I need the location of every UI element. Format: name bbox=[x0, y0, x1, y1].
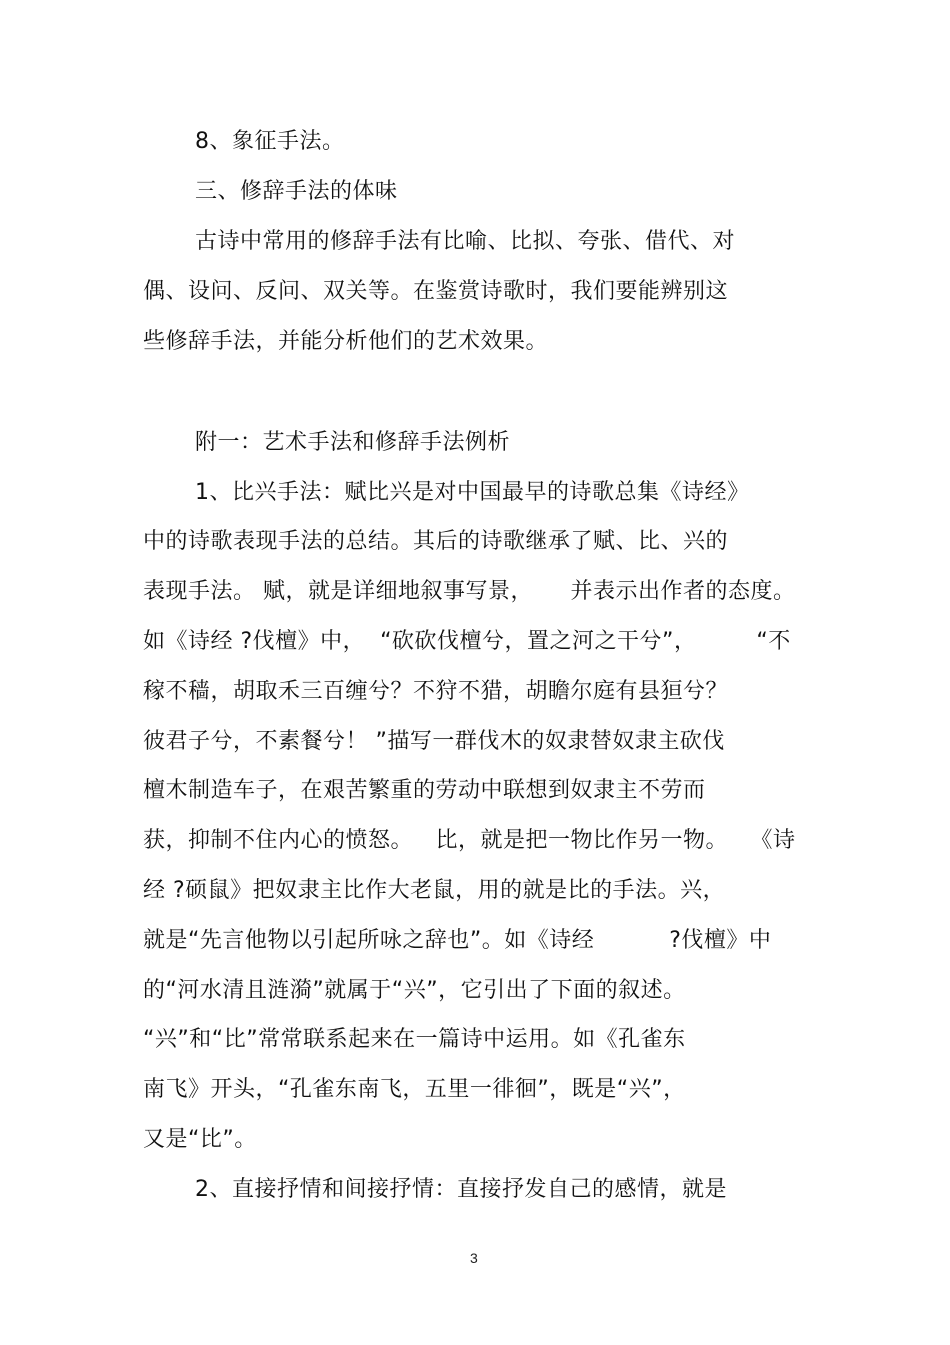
text-line: 檀木制造车子，在艰苦繁重的劳动中联想到奴隶主不劳而 bbox=[143, 778, 706, 803]
text-line: “兴”和“比”常常联系起来在一篇诗中运用。如《孔雀东 bbox=[143, 1027, 686, 1052]
text-line: 的“河水清且涟漪”就属于“兴”，它引出了下面的叙述。 bbox=[143, 978, 686, 1003]
text-line: 获，抑制不住内心的愤怒。 比，就是把一物比作另一物。 《诗 bbox=[143, 828, 796, 853]
text-line: 中的诗歌表现手法的总结。其后的诗歌继承了赋、比、兴的 bbox=[143, 529, 729, 554]
text-line: 8、象征手法。 bbox=[195, 129, 345, 154]
text-line: 些修辞手法，并能分析他们的艺术效果。 bbox=[143, 329, 549, 354]
text-line: 2、直接抒情和间接抒情：直接抒发自己的感情，就是 bbox=[195, 1177, 727, 1202]
text-line: 又是“比”。 bbox=[143, 1127, 257, 1152]
text-line: 彼君子兮，不素餐兮！ ”描写一群伐木的奴隶替奴隶主砍伐 bbox=[143, 729, 725, 754]
appendix-heading: 附一：艺术手法和修辞手法例析 bbox=[195, 430, 511, 455]
text-line: 偶、设问、反问、双关等。在鉴赏诗歌时，我们要能辨别这 bbox=[143, 279, 729, 304]
text-line: 表现手法。 赋，就是详细地叙事写景， 并表示出作者的态度。 bbox=[143, 579, 796, 604]
text-line: 如《诗经 ?伐檀》中， “砍砍伐檀兮，置之河之干兮”， “不 bbox=[143, 629, 791, 654]
page-number: 3 bbox=[470, 1250, 478, 1266]
text-line: 1、比兴手法：赋比兴是对中国最早的诗歌总集《诗经》 bbox=[195, 480, 750, 505]
text-line: 稼不穑，胡取禾三百缠兮？不狩不猎，胡瞻尔庭有县狟兮？ bbox=[143, 679, 729, 704]
text-line: 古诗中常用的修辞手法有比喻、比拟、夸张、借代、对 bbox=[195, 229, 736, 254]
text-line: 就是“先言他物以引起所咏之辞也”。如《诗经 ?伐檀》中 bbox=[143, 928, 772, 953]
text-line: 经 ?硕鼠》把奴隶主比作大老鼠，用的就是比的手法。兴， bbox=[143, 878, 726, 903]
section-heading: 三、修辞手法的体味 bbox=[195, 179, 398, 204]
text-line: 南飞》开头，“孔雀东南飞，五里一徘徊”，既是“兴”， bbox=[143, 1077, 686, 1102]
